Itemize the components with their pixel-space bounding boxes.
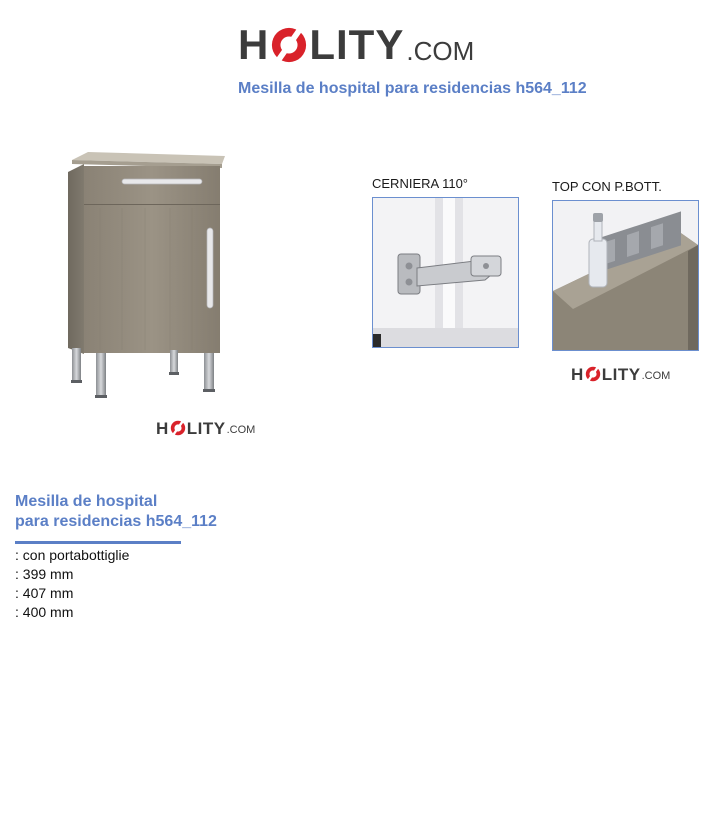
product-title (15, 492, 315, 532)
product-watermark-logo (156, 420, 255, 437)
spec-item: : 400 mm (15, 604, 74, 620)
product-title-line1: Mesilla de hospital (15, 493, 158, 510)
detail-watermark-logo (571, 366, 670, 383)
hinge-label: CERNIERA 110° (372, 176, 468, 191)
detail-logo-prefix: H (571, 365, 584, 384)
logo-o-icon (270, 26, 308, 64)
page-title: Mesilla de hospital para residencias h564_112 (238, 80, 587, 97)
spec-item: : 399 mm (15, 566, 74, 582)
logo-prefix: H (238, 21, 270, 68)
mini-logo-prefix: H (156, 419, 169, 438)
mini-logo-suffix: LITY (186, 419, 226, 438)
logo-domain: .COM (406, 36, 475, 66)
detail-logo-domain: .COM (641, 370, 671, 382)
product-title-line2: para residencias h564_112 (15, 513, 217, 530)
top-detail-image (552, 200, 699, 351)
detail-logo-o-icon (585, 366, 601, 382)
mini-logo-o-icon (170, 420, 186, 436)
spec-list (15, 546, 129, 622)
mini-logo-domain: .COM (226, 424, 256, 436)
detail-logo-suffix: LITY (601, 365, 641, 384)
spec-item: : con portabottiglie (15, 547, 130, 563)
logo-suffix: LITY (309, 21, 405, 68)
brand-logo[interactable] (238, 14, 474, 66)
top-label: TOP CON P.BOTT. (552, 179, 662, 194)
hinge-detail-image (372, 197, 519, 348)
product-image (60, 150, 230, 402)
title-divider (15, 541, 181, 544)
spec-item: : 407 mm (15, 585, 74, 601)
